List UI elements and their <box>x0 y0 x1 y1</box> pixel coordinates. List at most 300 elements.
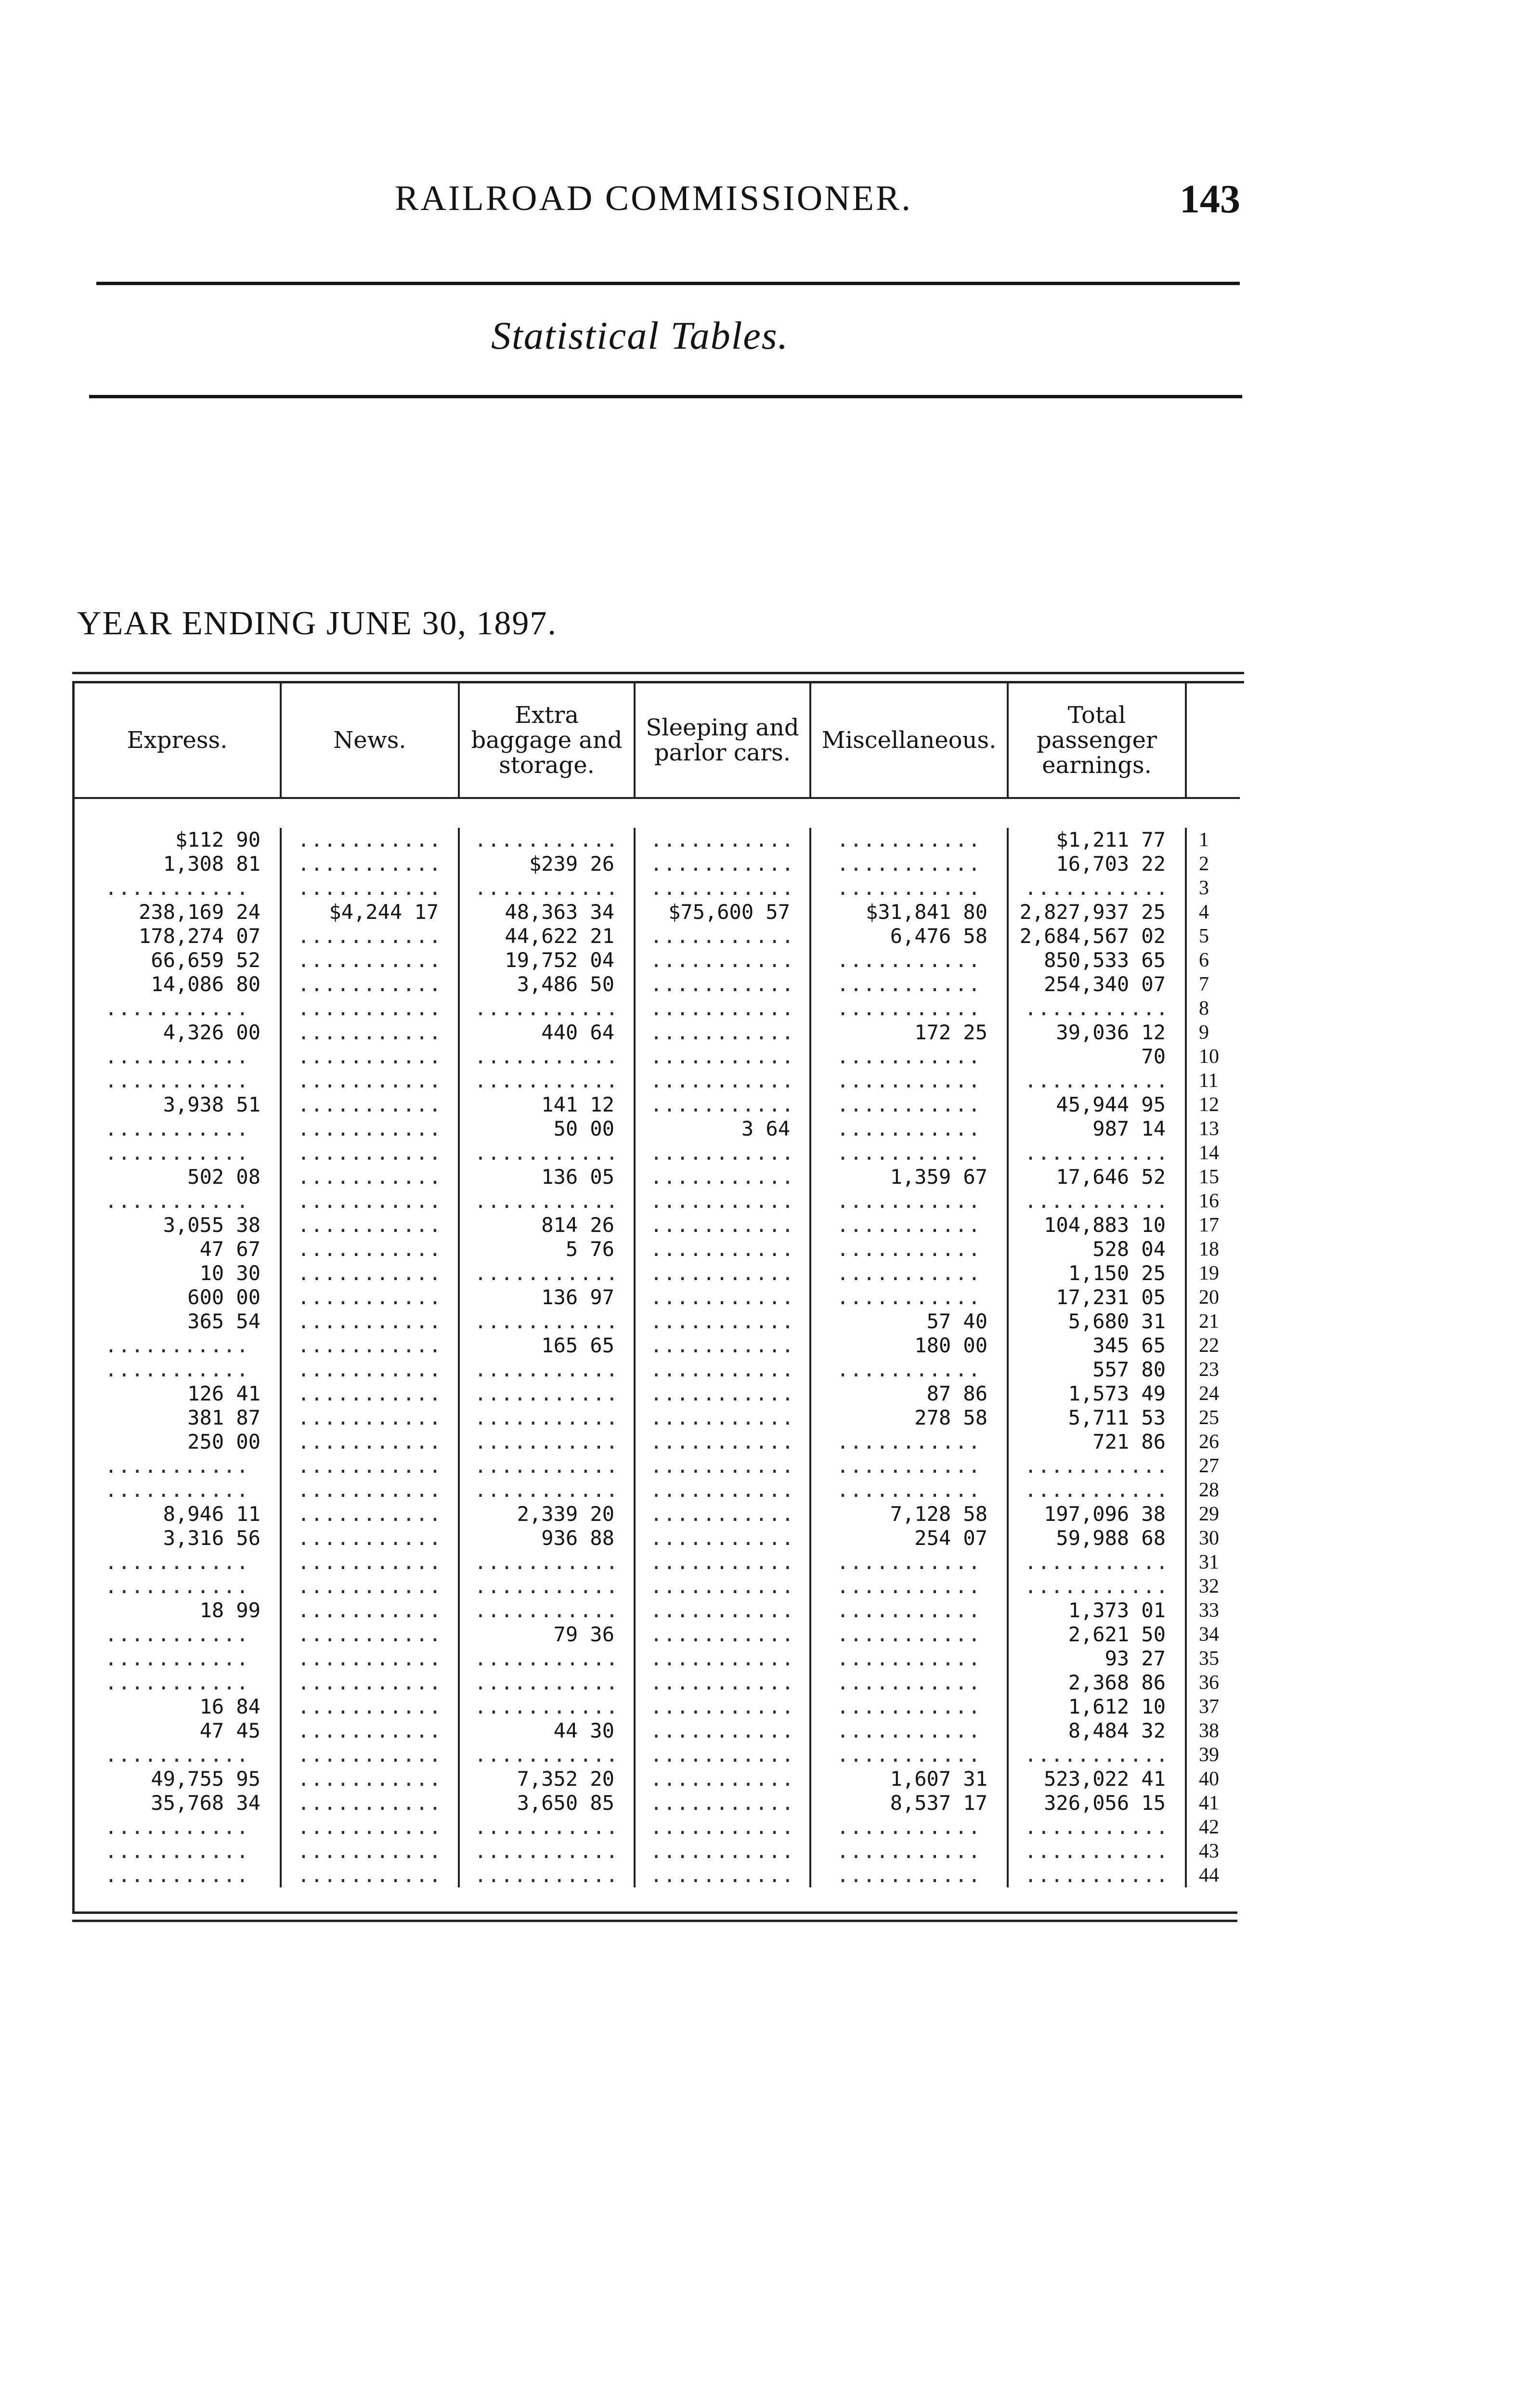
table-cell-misc: ........... <box>836 876 982 900</box>
table-cell-total: ........... <box>1024 1863 1169 1887</box>
table-cell-sleeping: ........... <box>650 852 795 876</box>
table-cell-sleeping: ........... <box>650 1334 795 1357</box>
table-cell-misc: ........... <box>836 996 982 1020</box>
table-cell-sleeping: ........... <box>650 828 795 851</box>
table-cell-total: ........... <box>1024 876 1169 900</box>
table-header <box>72 683 1237 799</box>
table-cell-misc: ........... <box>836 1478 982 1502</box>
table-cell-baggage: ........... <box>474 1430 619 1453</box>
table-cell-baggage: ........... <box>474 1358 619 1381</box>
table-cell-total: ........... <box>1024 1189 1169 1213</box>
line-number: 7 <box>1199 973 1209 995</box>
line-number: 9 <box>1199 1021 1209 1044</box>
table-cell-sleeping: ........... <box>650 924 795 948</box>
year-heading: YEAR ENDING JUNE 30, 1897. <box>77 605 557 642</box>
table-cell-total: 5,680 31 <box>1068 1309 1166 1333</box>
line-number: 21 <box>1199 1310 1219 1333</box>
table-cell-news: ........... <box>297 1093 442 1116</box>
table-cell-baggage: 3,650 85 <box>517 1791 614 1815</box>
table-cell-total: 197,096 38 <box>1044 1502 1166 1526</box>
subtitle: Statistical Tables. <box>491 314 789 357</box>
table-cell-express: ........... <box>104 1478 250 1502</box>
table-cell-news: ........... <box>297 924 442 948</box>
table-cell-total: ........... <box>1024 1478 1169 1502</box>
table-cell-sleeping: ........... <box>650 1237 795 1261</box>
line-number: 2 <box>1199 853 1209 875</box>
table-cell-baggage: 141 12 <box>541 1093 614 1116</box>
line-number: 25 <box>1199 1407 1219 1429</box>
table-cell-news: ........... <box>297 1574 442 1598</box>
table-cell-misc: ........... <box>836 1695 982 1718</box>
table-cell-express: ........... <box>104 1839 250 1863</box>
table-cell-news: ........... <box>297 1261 442 1285</box>
table-cell-total: 345 65 <box>1092 1334 1166 1357</box>
table-cell-total: 721 86 <box>1092 1430 1166 1453</box>
table-cell-sleeping: ........... <box>650 1478 795 1502</box>
table-cell-news: ........... <box>297 1550 442 1574</box>
line-number: 19 <box>1199 1262 1219 1284</box>
table-cell-total: 1,612 10 <box>1068 1695 1166 1718</box>
table-cell-express: ........... <box>104 1574 250 1598</box>
table-cell-misc: 172 25 <box>914 1021 987 1044</box>
table-cell-misc: ........... <box>836 1045 982 1068</box>
table-cell-express: ........... <box>104 1117 250 1140</box>
table-cell-total: 5,711 53 <box>1068 1406 1166 1429</box>
table-cell-baggage: 5 76 <box>565 1237 614 1261</box>
header-line-number <box>1187 683 1240 799</box>
table-cell-news: ........... <box>297 1598 442 1622</box>
table-cell-baggage: ........... <box>474 1598 619 1622</box>
table-cell-baggage: 936 88 <box>541 1526 614 1550</box>
table-cell-express: 238,169 24 <box>139 900 260 924</box>
table-cell-news: ........... <box>297 1478 442 1502</box>
table-cell-misc: 1,359 67 <box>890 1165 987 1189</box>
table-cell-misc: ........... <box>836 1623 982 1646</box>
table-cell-sleeping: ........... <box>650 1623 795 1646</box>
line-number: 6 <box>1199 949 1209 971</box>
table-cell-baggage: 136 05 <box>541 1165 614 1189</box>
table-cell-sleeping: ........... <box>650 1454 795 1478</box>
table-cell-express: 502 08 <box>187 1165 260 1189</box>
table-cell-news: ........... <box>297 1141 442 1165</box>
table-cell-news: ........... <box>297 1430 442 1453</box>
table-cell-news: ........... <box>297 1623 442 1646</box>
table-cell-sleeping: ........... <box>650 1189 795 1213</box>
table-cell-misc: ........... <box>836 1574 982 1598</box>
header-extra-baggage: Extra baggage and storage. <box>460 683 636 799</box>
table-cell-misc: ........... <box>836 948 982 972</box>
table-cell-sleeping: ........... <box>650 1045 795 1068</box>
table-cell-misc: ........... <box>836 1454 982 1478</box>
table-cell-sleeping: ........... <box>650 1261 795 1285</box>
table-cell-baggage: ........... <box>474 1863 619 1887</box>
table-cell-sleeping: ........... <box>650 1285 795 1309</box>
table-cell-express: 3,938 51 <box>163 1093 260 1116</box>
table-cell-news: ........... <box>297 1719 442 1742</box>
table-cell-misc: ........... <box>836 1430 982 1453</box>
table-cell-sleeping: ........... <box>650 1502 795 1526</box>
table-cell-total: ........... <box>1024 1574 1169 1598</box>
table-cell-news: ........... <box>297 1358 442 1381</box>
table-cell-news: $4,244 17 <box>329 900 439 924</box>
table-cell-misc: ........... <box>836 1261 982 1285</box>
table-cell-news: ........... <box>297 1045 442 1068</box>
header-total-earnings: Total passenger earnings. <box>1009 683 1187 799</box>
table-bottom-rule <box>72 1911 1237 1922</box>
table-cell-baggage: ........... <box>474 1069 619 1092</box>
table-cell-baggage: ........... <box>474 1189 619 1213</box>
table-cell-express: 126 41 <box>187 1382 260 1405</box>
table-cell-express: 178,274 07 <box>139 924 260 948</box>
table-cell-express: ........... <box>104 1069 250 1092</box>
table-cell-sleeping: 3 64 <box>741 1117 790 1140</box>
table-cell-baggage: ........... <box>474 1141 619 1165</box>
statistical-table <box>72 672 1237 1922</box>
table-cell-misc: ........... <box>836 1358 982 1381</box>
line-number: 31 <box>1199 1551 1219 1573</box>
line-number: 13 <box>1199 1118 1219 1140</box>
table-cell-total: 557 80 <box>1092 1358 1166 1381</box>
table-cell-sleeping: ........... <box>650 1863 795 1887</box>
line-number: 44 <box>1199 1864 1219 1886</box>
table-cell-express: 365 54 <box>187 1309 260 1333</box>
table-cell-news: ........... <box>297 1839 442 1863</box>
table-cell-news: ........... <box>297 1382 442 1405</box>
line-number: 11 <box>1199 1070 1219 1092</box>
table-cell-news: ........... <box>297 1334 442 1357</box>
table-cell-news: ........... <box>297 1454 442 1478</box>
table-cell-express: ........... <box>104 1454 250 1478</box>
table-cell-news: ........... <box>297 1309 442 1333</box>
table-cell-express: 381 87 <box>187 1406 260 1429</box>
line-number: 28 <box>1199 1479 1219 1501</box>
table-cell-total: ........... <box>1024 996 1169 1020</box>
table-cell-total: 1,373 01 <box>1068 1598 1166 1622</box>
table-cell-express: 16 84 <box>199 1695 260 1718</box>
table-cell-express: 1,308 81 <box>163 852 260 876</box>
table-cell-misc: 254 07 <box>914 1526 987 1550</box>
table-cell-news: ........... <box>297 1743 442 1767</box>
table-cell-express: ........... <box>104 1623 250 1646</box>
table-cell-express: ........... <box>104 1647 250 1670</box>
table-cell-sleeping: ........... <box>650 1671 795 1694</box>
table-cell-express: 47 67 <box>199 1237 260 1261</box>
line-number: 20 <box>1199 1286 1219 1309</box>
column-extra-baggage <box>460 828 636 1887</box>
table-cell-total: 850,533 65 <box>1044 948 1166 972</box>
table-cell-total: 1,150 25 <box>1068 1261 1166 1285</box>
table-cell-total: 254,340 07 <box>1044 972 1166 996</box>
subtitle-rule <box>89 395 1242 398</box>
table-cell-express: 66,659 52 <box>151 948 260 972</box>
table-cell-misc: ........... <box>836 1285 982 1309</box>
table-cell-baggage: ........... <box>474 1839 619 1863</box>
table-cell-sleeping: ........... <box>650 1815 795 1839</box>
table-cell-express: ........... <box>104 1815 250 1839</box>
line-number: 10 <box>1199 1046 1219 1068</box>
table-cell-sleeping: ........... <box>650 1382 795 1405</box>
table-cell-news: ........... <box>297 1069 442 1092</box>
table-cell-sleeping: ........... <box>650 1574 795 1598</box>
table-cell-baggage: ........... <box>474 1382 619 1405</box>
table-cell-news: ........... <box>297 1767 442 1791</box>
table-cell-total: 17,231 05 <box>1056 1285 1166 1309</box>
table-cell-express: ........... <box>104 1671 250 1694</box>
table-cell-express: 3,055 38 <box>163 1213 260 1237</box>
line-number: 5 <box>1199 925 1209 947</box>
table-cell-misc: ........... <box>836 1863 982 1887</box>
table-cell-total: 70 <box>1141 1045 1166 1068</box>
header-miscellaneous: Miscellaneous. <box>811 683 1009 799</box>
table-cell-misc: 87 86 <box>926 1382 987 1405</box>
table-cell-total: ........... <box>1024 1839 1169 1863</box>
table-cell-sleeping: ........... <box>650 1719 795 1742</box>
line-number: 3 <box>1199 877 1209 899</box>
line-number: 36 <box>1199 1672 1219 1694</box>
table-cell-baggage: ........... <box>474 828 619 851</box>
table-cell-misc: 7,128 58 <box>890 1502 987 1526</box>
table-cell-baggage: $239 26 <box>529 852 614 876</box>
line-number: 8 <box>1199 997 1209 1020</box>
table-cell-news: ........... <box>297 1189 442 1213</box>
table-cell-misc: ........... <box>836 1189 982 1213</box>
line-number: 38 <box>1199 1720 1219 1742</box>
line-number: 35 <box>1199 1648 1219 1670</box>
line-number: 34 <box>1199 1623 1219 1646</box>
table-cell-total: ........... <box>1024 1069 1169 1092</box>
table-cell-express: ........... <box>104 996 250 1020</box>
table-cell-sleeping: ........... <box>650 1647 795 1670</box>
table-cell-express: ........... <box>104 1863 250 1887</box>
line-number: 39 <box>1199 1744 1219 1766</box>
table-cell-total: 8,484 32 <box>1068 1719 1166 1742</box>
table-cell-sleeping: ........... <box>650 1165 795 1189</box>
table-cell-express: ........... <box>104 1334 250 1357</box>
table-cell-news: ........... <box>297 1237 442 1261</box>
table-cell-baggage: ........... <box>474 1743 619 1767</box>
table-cell-misc: ........... <box>836 1213 982 1237</box>
table-cell-sleeping: ........... <box>650 1550 795 1574</box>
line-number: 43 <box>1199 1840 1219 1862</box>
line-number: 29 <box>1199 1503 1219 1525</box>
line-number: 42 <box>1199 1816 1219 1838</box>
table-cell-sleeping: ........... <box>650 1069 795 1092</box>
table-cell-total: 987 14 <box>1092 1117 1166 1140</box>
table-cell-express: 14,086 80 <box>151 972 260 996</box>
table-cell-total: 2,368 86 <box>1068 1671 1166 1694</box>
header-news: News. <box>282 683 460 799</box>
table-cell-sleeping: ........... <box>650 1743 795 1767</box>
table-cell-news: ........... <box>297 1647 442 1670</box>
table-cell-baggage: 3,486 50 <box>517 972 614 996</box>
line-number: 33 <box>1199 1599 1219 1622</box>
table-cell-news: ........... <box>297 1863 442 1887</box>
table-cell-total: 2,621 50 <box>1068 1623 1166 1646</box>
table-cell-baggage: ........... <box>474 1671 619 1694</box>
header-sleeping-parlor: Sleeping and parlor cars. <box>636 683 811 799</box>
table-cell-misc: 180 00 <box>914 1334 987 1357</box>
table-cell-baggage: ........... <box>474 1574 619 1598</box>
table-cell-baggage: 136 97 <box>541 1285 614 1309</box>
table-cell-misc: $31,841 80 <box>866 900 987 924</box>
table-cell-sleeping: ........... <box>650 948 795 972</box>
table-cell-baggage: 2,339 20 <box>517 1502 614 1526</box>
table-cell-baggage: ........... <box>474 996 619 1020</box>
table-cell-misc: ........... <box>836 1815 982 1839</box>
table-cell-express: 47 45 <box>199 1719 260 1742</box>
table-cell-baggage: 79 36 <box>553 1623 614 1646</box>
line-number: 37 <box>1199 1696 1219 1718</box>
table-cell-total: 16,703 22 <box>1056 852 1166 876</box>
line-number: 1 <box>1199 829 1209 851</box>
table-cell-misc: ........... <box>836 1719 982 1742</box>
table-cell-news: ........... <box>297 1502 442 1526</box>
table-cell-misc: 278 58 <box>914 1406 987 1429</box>
table-cell-news: ........... <box>297 852 442 876</box>
table-cell-express: ........... <box>104 1358 250 1381</box>
table-cell-express: 49,755 95 <box>151 1767 260 1791</box>
table-cell-sleeping: ........... <box>650 876 795 900</box>
table-cell-express: ........... <box>104 1045 250 1068</box>
table-cell-sleeping: ........... <box>650 1141 795 1165</box>
line-number: 22 <box>1199 1335 1219 1357</box>
table-cell-baggage: ........... <box>474 876 619 900</box>
table-cell-sleeping: ........... <box>650 1021 795 1044</box>
table-cell-baggage: ........... <box>474 1261 619 1285</box>
table-cell-express: 3,316 56 <box>163 1526 260 1550</box>
table-cell-total: 523,022 41 <box>1044 1767 1166 1791</box>
table-cell-express: 10 30 <box>199 1261 260 1285</box>
table-cell-news: ........... <box>297 876 442 900</box>
table-cell-misc: 8,537 17 <box>890 1791 987 1815</box>
table-cell-baggage: ........... <box>474 1550 619 1574</box>
line-number: 24 <box>1199 1383 1219 1405</box>
table-cell-news: ........... <box>297 1117 442 1140</box>
table-cell-news: ........... <box>297 1213 442 1237</box>
table-cell-express: 250 00 <box>187 1430 260 1453</box>
line-number: 26 <box>1199 1431 1219 1453</box>
table-cell-express: ........... <box>104 1189 250 1213</box>
header-express: Express. <box>75 683 282 799</box>
table-body <box>72 799 1237 1911</box>
table-cell-news: ........... <box>297 972 442 996</box>
table-cell-baggage: 7,352 20 <box>517 1767 614 1791</box>
column-sleeping-parlor <box>636 828 811 1887</box>
table-cell-total: $1,211 77 <box>1056 828 1166 851</box>
line-number: 15 <box>1199 1166 1219 1188</box>
table-cell-baggage: 50 00 <box>553 1117 614 1140</box>
table-cell-baggage: ........... <box>474 1309 619 1333</box>
table-cell-sleeping: ........... <box>650 1309 795 1333</box>
line-number: 27 <box>1199 1455 1219 1477</box>
table-cell-baggage: 440 64 <box>541 1021 614 1044</box>
table-cell-news: ........... <box>297 1815 442 1839</box>
table-cell-misc: ........... <box>836 1069 982 1092</box>
table-cell-express: 35,768 34 <box>151 1791 260 1815</box>
line-number: 14 <box>1199 1142 1219 1164</box>
table-cell-express: 8,946 11 <box>163 1502 260 1526</box>
table-cell-sleeping: ........... <box>650 1791 795 1815</box>
table-cell-baggage: ........... <box>474 1406 619 1429</box>
table-cell-misc: ........... <box>836 1839 982 1863</box>
table-cell-sleeping: $75,600 57 <box>668 900 790 924</box>
table-cell-total: 104,883 10 <box>1044 1213 1166 1237</box>
table-cell-misc: ........... <box>836 1550 982 1574</box>
line-number: 4 <box>1199 901 1209 923</box>
table-cell-misc: ........... <box>836 972 982 996</box>
column-news <box>282 828 460 1887</box>
line-number: 16 <box>1199 1190 1219 1212</box>
table-cell-misc: 1,607 31 <box>890 1767 987 1791</box>
table-cell-baggage: 44 30 <box>553 1719 614 1742</box>
table-cell-express: 18 99 <box>199 1598 260 1622</box>
table-cell-sleeping: ........... <box>650 1767 795 1791</box>
running-head: RAILROAD COMMISSIONER. <box>395 179 912 218</box>
table-cell-baggage: 165 65 <box>541 1334 614 1357</box>
table-cell-baggage: 44,622 21 <box>505 924 614 948</box>
table-cell-misc: ........... <box>836 1141 982 1165</box>
table-cell-express: ........... <box>104 1743 250 1767</box>
table-cell-misc: ........... <box>836 1598 982 1622</box>
table-cell-misc: ........... <box>836 852 982 876</box>
table-cell-total: 326,056 15 <box>1044 1791 1166 1815</box>
column-miscellaneous <box>811 828 1009 1887</box>
table-cell-total: ........... <box>1024 1550 1169 1574</box>
table-cell-news: ........... <box>297 1285 442 1309</box>
line-number: 41 <box>1199 1792 1219 1814</box>
table-cell-sleeping: ........... <box>650 1093 795 1116</box>
table-cell-express: 4,326 00 <box>163 1021 260 1044</box>
table-cell-misc: ........... <box>836 828 982 851</box>
table-cell-news: ........... <box>297 828 442 851</box>
table-cell-sleeping: ........... <box>650 996 795 1020</box>
line-number: 17 <box>1199 1214 1219 1236</box>
table-cell-baggage: ........... <box>474 1815 619 1839</box>
table-cell-sleeping: ........... <box>650 1839 795 1863</box>
table-cell-total: 1,573 49 <box>1068 1382 1166 1405</box>
line-number: 30 <box>1199 1527 1219 1549</box>
table-cell-sleeping: ........... <box>650 1358 795 1381</box>
table-cell-news: ........... <box>297 1526 442 1550</box>
table-cell-express: $112 90 <box>175 828 260 851</box>
page-number: 143 <box>1180 177 1240 222</box>
table-cell-baggage: ........... <box>474 1478 619 1502</box>
table-cell-total: 59,988 68 <box>1056 1526 1166 1550</box>
table-cell-total: ........... <box>1024 1141 1169 1165</box>
table-cell-total: 2,684,567 02 <box>1019 924 1166 948</box>
line-number: 40 <box>1199 1768 1219 1790</box>
table-cell-baggage: ........... <box>474 1647 619 1670</box>
table-cell-baggage: ........... <box>474 1695 619 1718</box>
table-cell-total: 39,036 12 <box>1056 1021 1166 1044</box>
line-number: 18 <box>1199 1238 1219 1260</box>
table-cell-sleeping: ........... <box>650 1526 795 1550</box>
table-cell-express: ........... <box>104 1141 250 1165</box>
table-cell-misc: ........... <box>836 1671 982 1694</box>
table-cell-misc: ........... <box>836 1647 982 1670</box>
table-cell-baggage: ........... <box>474 1045 619 1068</box>
table-cell-sleeping: ........... <box>650 1430 795 1453</box>
table-cell-misc: ........... <box>836 1093 982 1116</box>
top-rule <box>96 282 1240 285</box>
table-cell-sleeping: ........... <box>650 972 795 996</box>
table-cell-sleeping: ........... <box>650 1598 795 1622</box>
table-cell-express: 600 00 <box>187 1285 260 1309</box>
table-cell-total: 17,646 52 <box>1056 1165 1166 1189</box>
column-line-number <box>1187 828 1240 1887</box>
line-number: 32 <box>1199 1575 1219 1597</box>
table-cell-express: ........... <box>104 1550 250 1574</box>
